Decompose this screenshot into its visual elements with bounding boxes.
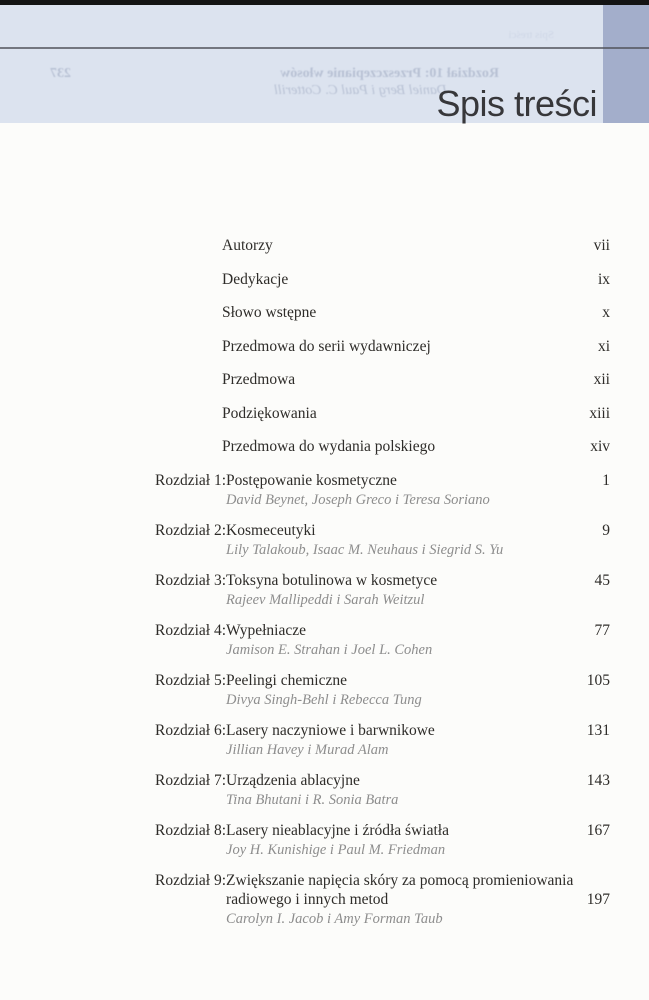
toc-entry bbox=[155, 337, 610, 356]
ghost-showthrough-block bbox=[50, 65, 499, 99]
chapter-title: Lasery nieablacyjne i źródła światła bbox=[226, 821, 449, 839]
toc-chapter bbox=[155, 621, 610, 659]
toc-entry-page: 77 bbox=[594, 621, 610, 639]
chapter-authors: Lily Talakoub, Isaac M. Neuhaus i Siegrid S. Yu bbox=[226, 541, 504, 558]
chapter-title: Kosmeceutyki bbox=[226, 521, 316, 539]
chapter-label: Rozdział 2: bbox=[155, 521, 227, 539]
chapter-label: Rozdział 8: bbox=[155, 821, 227, 839]
toc-entry-page: 197 bbox=[586, 890, 610, 908]
toc-chapter bbox=[155, 821, 610, 859]
toc-entry-page: xi bbox=[597, 337, 610, 355]
toc-entry-page: x bbox=[602, 304, 610, 321]
toc-entry-title: Przedmowa bbox=[222, 371, 296, 388]
front-matter-section bbox=[155, 236, 610, 456]
toc-chapter bbox=[155, 571, 610, 609]
accent-strip bbox=[603, 5, 649, 123]
toc-entry-page: ix bbox=[597, 270, 610, 288]
chapter-title: Toksyna botulinowa w kosmetyce bbox=[226, 571, 438, 589]
toc-entry-title: Dedykacje bbox=[222, 270, 289, 288]
chapter-authors: Rajeev Mallipeddi i Sarah Weitzul bbox=[226, 591, 425, 608]
chapter-title: Postępowanie kosmetyczne bbox=[226, 471, 397, 489]
chapter-title: Zwiększanie napięcia skóry za pomocą promieniowania radiowego i innych metod bbox=[226, 871, 574, 908]
toc-entry-page: vii bbox=[593, 237, 610, 254]
chapter-title: Urządzenia ablacyjne bbox=[226, 771, 360, 789]
toc-entry-title: Podziękowania bbox=[222, 404, 317, 422]
page-title: Spis treści bbox=[436, 83, 597, 125]
toc-chapter bbox=[155, 771, 610, 809]
chapter-authors: Joy H. Kunishige i Paul M. Friedman bbox=[226, 841, 446, 858]
toc-entry bbox=[155, 270, 610, 289]
chapter-title: Wypełniacze bbox=[226, 621, 306, 639]
chapter-authors: Carolyn I. Jacob i Amy Forman Taub bbox=[226, 910, 443, 927]
toc-entry bbox=[155, 370, 610, 389]
toc-entry-title: Przedmowa do serii wydawniczej bbox=[222, 337, 431, 355]
toc-entry bbox=[155, 236, 610, 255]
toc-entry-page: 105 bbox=[586, 671, 610, 689]
ghost-authors-line: Daniel Berg i Paul C. Cotterill bbox=[274, 83, 447, 98]
toc-entry-page: xiv bbox=[590, 438, 610, 455]
chapter-title: Lasery naczyniowe i barwnikowe bbox=[226, 721, 435, 739]
toc-chapter bbox=[155, 471, 610, 509]
toc-entry bbox=[155, 303, 610, 322]
chapter-label: Rozdział 6: bbox=[155, 721, 227, 739]
chapter-title: Peelingi chemiczne bbox=[226, 671, 347, 689]
chapter-authors: Tina Bhutani i R. Sonia Batra bbox=[226, 791, 399, 808]
ghost-chapter-line: Rozdział 10: Przeszczepianie włosów bbox=[280, 66, 499, 81]
toc-entry-title: Przedmowa do wydania polskiego bbox=[222, 438, 436, 455]
header-rule bbox=[0, 47, 649, 49]
chapter-authors: Jillian Havey i Murad Alam bbox=[226, 741, 389, 758]
toc-chapter bbox=[155, 871, 610, 928]
toc-entry bbox=[155, 437, 610, 456]
page-header bbox=[0, 5, 649, 123]
toc-chapter bbox=[155, 671, 610, 709]
ghost-showthrough-header: Spis treści bbox=[508, 29, 554, 41]
toc-entry-title: Autorzy bbox=[222, 237, 273, 254]
toc-chapter bbox=[155, 521, 610, 559]
chapter-authors: Divya Singh-Behl i Rebecca Tung bbox=[226, 691, 422, 708]
toc-entry-page: xiii bbox=[589, 404, 610, 422]
ghost-page-number: 237 bbox=[50, 66, 71, 81]
toc-entry-page: 167 bbox=[586, 821, 610, 839]
chapter-label: Rozdział 4: bbox=[155, 621, 227, 639]
toc-entry-page: xii bbox=[593, 371, 610, 388]
chapter-authors: Jamison E. Strahan i Joel L. Cohen bbox=[226, 641, 433, 658]
toc-chapter bbox=[155, 721, 610, 759]
chapter-label: Rozdział 3: bbox=[155, 571, 227, 589]
chapter-authors: David Beynet, Joseph Greco i Teresa Soriano bbox=[226, 491, 490, 508]
toc-entry-page: 1 bbox=[602, 471, 610, 489]
chapter-label: Rozdział 5: bbox=[155, 671, 227, 689]
chapters-section bbox=[155, 471, 610, 928]
chapter-label: Rozdział 9: bbox=[155, 871, 227, 889]
toc-entry-title: Słowo wstępne bbox=[222, 304, 317, 321]
toc-entry-page: 45 bbox=[594, 571, 610, 589]
chapter-label: Rozdział 1: bbox=[155, 471, 227, 489]
chapter-label: Rozdział 7: bbox=[155, 771, 227, 789]
table-of-contents bbox=[0, 123, 649, 928]
toc-entry bbox=[155, 404, 610, 423]
toc-entry-page: 9 bbox=[602, 521, 610, 539]
toc-entry-page: 143 bbox=[586, 771, 610, 789]
toc-entry-page: 131 bbox=[586, 721, 610, 739]
